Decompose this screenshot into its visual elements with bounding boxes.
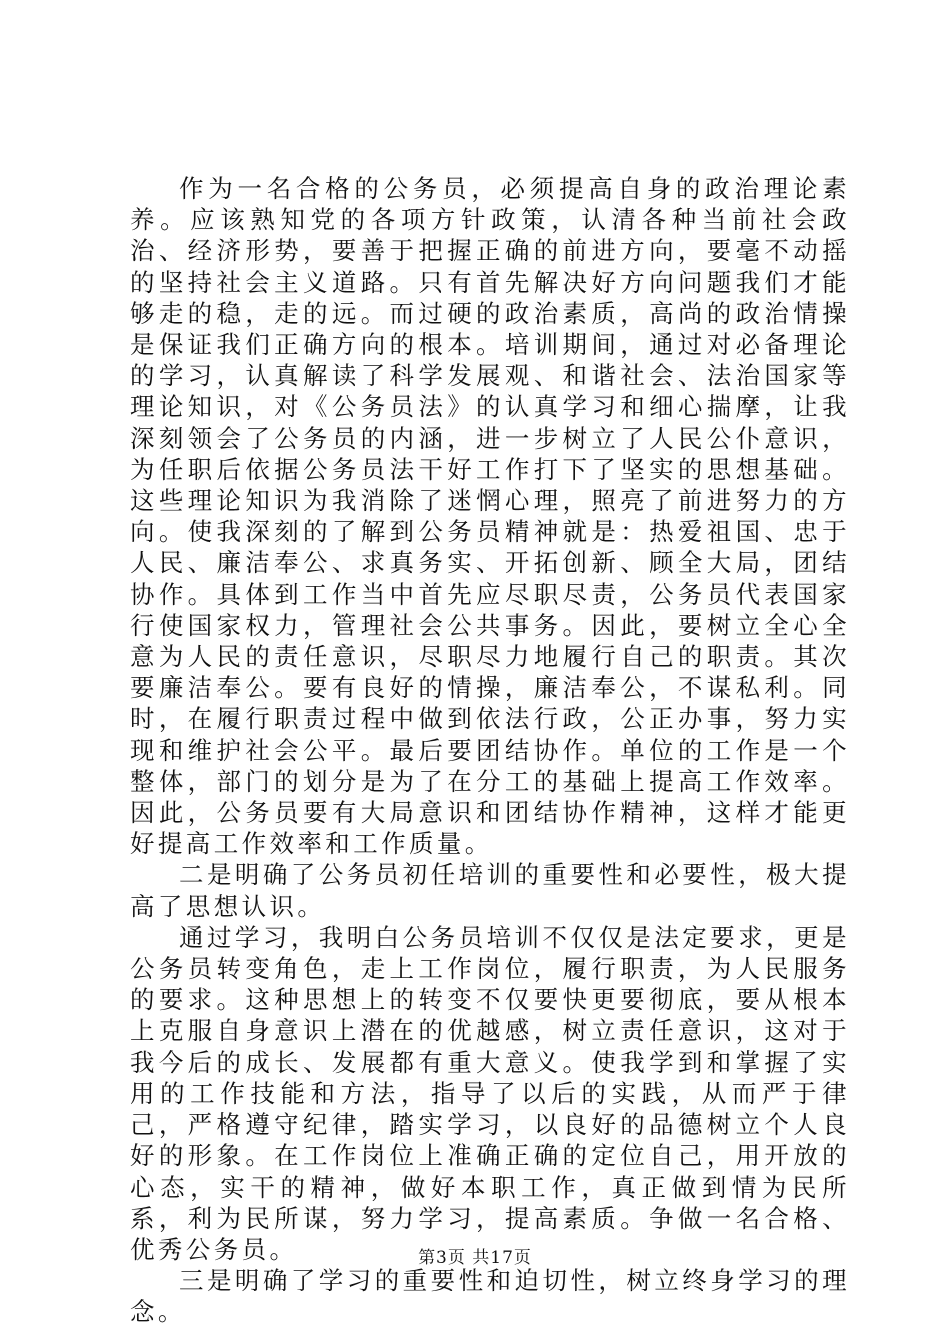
paragraph-training-significance: 通过学习，我明白公务员培训不仅仅是法定要求，更是公务员转变角色，走上工作岗位，履行职责，为人民服务的要求。这种思想上的转变不仅要快更要彻底，要从根本上克服自身意识上潜在的优越感，树立责任意识，这对于我今后的成长、发展都有重大意义。使我学到和掌握了实用的工作技能和方法，指导了以后的实践，从而严于律己，严格遵守纪律，踏实学习，以良好的品德树立个人良好的形象。在工作岗位上准确正确的定位自己，用开放的心态，实干的精神，做好本职工作，真正做到情为民所系，利为民所谋，努力学习，提高素质。争做一名合格、优秀公务员。 <box>130 922 850 1264</box>
paragraph-point-three-heading: 三是明确了学习的重要性和迫切性，树立终身学习的理念。 <box>130 1266 850 1327</box>
document-body <box>130 173 850 1328</box>
paragraph-point-two-heading: 二是明确了公务员初任培训的重要性和必要性，极大提高了思想认识。 <box>130 860 850 921</box>
paragraph-political-quality: 作为一名合格的公务员，必须提高自身的政治理论素养。应该熟知党的各项方针政策，认清各种当前社会政治、经济形势，要善于把握正确的前进方向，要毫不动摇的坚持社会主义道路。只有首先解决好方向问题我们才能够走的稳，走的远。而过硬的政治素质，高尚的政治情操是保证我们正确方向的根本。培训期间，通过对必备理论的学习，认真解读了科学发展观、和谐社会、法治国家等理论知识，对《公务员法》的认真学习和细心揣摩，让我深刻领会了公务员的内涵，进一步树立了人民公仆意识，为任职后依据公务员法干好工作打下了坚实的思想基础。这些理论知识为我消除了迷惘心理，照亮了前进努力的方向。使我深刻的了解到公务员精神就是：热爱祖国、忠于人民、廉洁奉公、求真务实、开拓创新、顾全大局，团结协作。具体到工作当中首先应尽职尽责，公务员代表国家行使国家权力，管理社会公共事务。因此，要树立全心全意为人民的责任意识，尽职尽力地履行自己的职责。其次要廉洁奉公。要有良好的情操，廉洁奉公，不谋私利。同时，在履行职责过程中做到依法行政，公正办事，努力实现和维护社会公平。最后要团结协作。单位的工作是一个整体，部门的划分是为了在分工的基础上提高工作效率。因此，公务员要有大局意识和团结协作精神，这样才能更好提高工作效率和工作质量。 <box>130 174 850 859</box>
page-number-footer: 第3页 共17页 <box>418 1248 532 1268</box>
